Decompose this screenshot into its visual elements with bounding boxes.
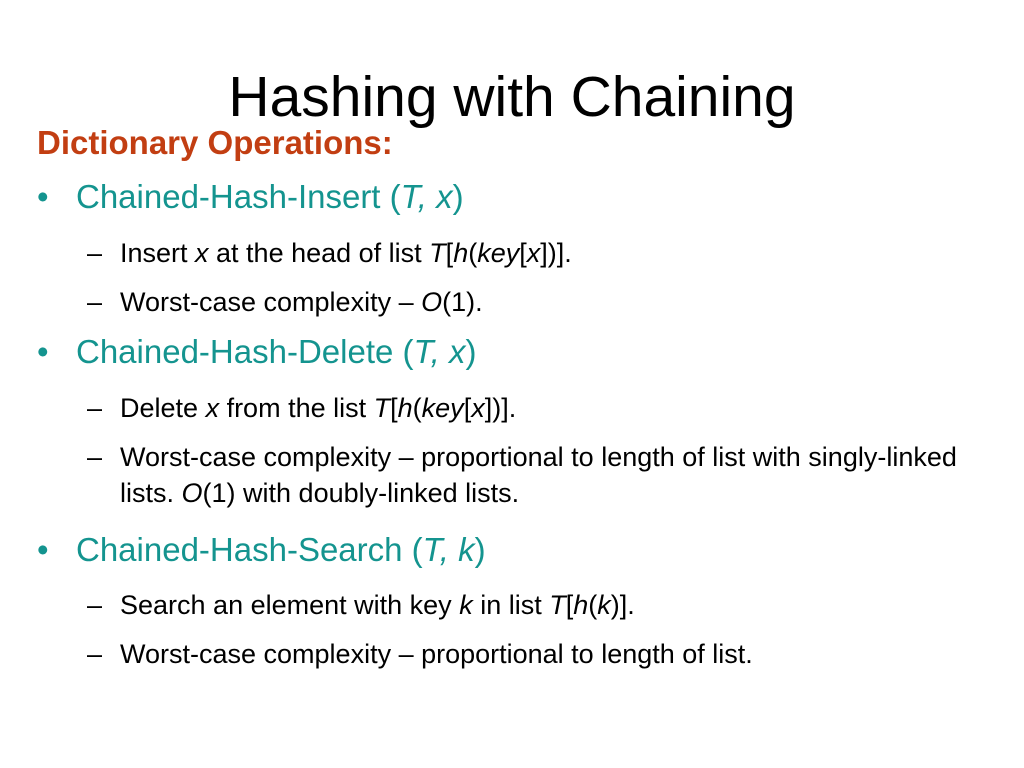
text-run-italic: k [459, 590, 473, 620]
dash-icon: – [87, 238, 103, 268]
sub-item-delete-desc [87, 390, 997, 426]
text-run: (1). [442, 287, 483, 317]
bullet-item-insert [37, 177, 464, 217]
sub-item-insert-desc [87, 235, 997, 271]
sub-item-text [87, 587, 997, 623]
text-run-italic: key [477, 238, 520, 268]
text-run: [ [390, 393, 398, 423]
op-args: T, x [413, 333, 466, 370]
text-run: Worst-case complexity – proportional to length of list. [120, 639, 753, 669]
text-run: [ [519, 238, 527, 268]
bullet-item-search [37, 530, 486, 570]
text-run: [ [565, 590, 574, 620]
text-run-italic: h [397, 393, 413, 423]
text-run: Worst-case complexity – [120, 287, 422, 317]
text-run: Search an element with key [120, 590, 460, 620]
text-run-italic: x [526, 238, 541, 268]
dash-icon: – [87, 442, 103, 472]
sub-item-delete-complexity [87, 439, 997, 511]
text-run: [ [463, 393, 472, 423]
text-run-italic: h [573, 590, 589, 620]
text-run: Worst-case complexity – proportional to length of list with singly-linked lists. [120, 442, 957, 508]
dash-icon: – [87, 639, 103, 669]
text-run-italic: x [205, 393, 220, 423]
text-run-italic: x [471, 393, 485, 423]
text-run: ])]. [540, 238, 572, 268]
text-run: ( [588, 590, 598, 620]
text-run: Insert [120, 238, 196, 268]
bullet-icon: • [37, 178, 49, 215]
text-run: in list [472, 590, 550, 620]
text-run-italic: h [453, 238, 469, 268]
text-run: ( [412, 393, 422, 423]
text-run-italic: key [421, 393, 464, 423]
text-run: ( [468, 238, 478, 268]
op-name: Chained-Hash-Search ( [76, 531, 423, 568]
text-run-italic: T [429, 238, 446, 268]
sub-item-text [87, 636, 997, 672]
text-run-italic: T [373, 393, 391, 423]
sub-item-text [87, 284, 997, 320]
sub-item-text [87, 390, 997, 426]
op-close: ) [452, 178, 464, 215]
text-run-italic: x [195, 238, 209, 268]
dash-icon: – [87, 393, 103, 423]
text-run-italic: k [597, 590, 611, 620]
bullet-item-delete [37, 332, 476, 372]
text-run: at the head of list [208, 238, 430, 268]
text-run: )]. [610, 590, 635, 620]
op-args: T, x [400, 178, 453, 215]
sub-item-search-desc [87, 587, 997, 623]
sub-item-text [87, 439, 997, 511]
op-close: ) [474, 531, 486, 568]
op-name: Chained-Hash-Insert ( [76, 178, 401, 215]
text-run: (1) with doubly-linked lists. [202, 478, 520, 508]
text-run: ])]. [484, 393, 517, 423]
dash-icon: – [87, 590, 103, 620]
text-run-italic: T [549, 590, 566, 620]
text-run: [ [445, 238, 454, 268]
sub-item-insert-complexity [87, 284, 997, 320]
bullet-icon: • [37, 531, 49, 568]
slide-title: Hashing with Chaining [228, 65, 796, 129]
text-run-italic: O [421, 287, 443, 317]
text-run-italic: O [181, 478, 203, 508]
text-run: from the list [219, 393, 374, 423]
bullet-icon: • [37, 333, 49, 370]
dash-icon: – [87, 287, 103, 317]
sub-item-text [87, 235, 997, 271]
text-run: Delete [120, 393, 206, 423]
op-close: ) [465, 333, 477, 370]
section-heading: Dictionary Operations: [37, 124, 393, 161]
op-name: Chained-Hash-Delete ( [76, 333, 414, 370]
sub-item-search-complexity [87, 636, 997, 672]
op-args: T, k [422, 531, 475, 568]
